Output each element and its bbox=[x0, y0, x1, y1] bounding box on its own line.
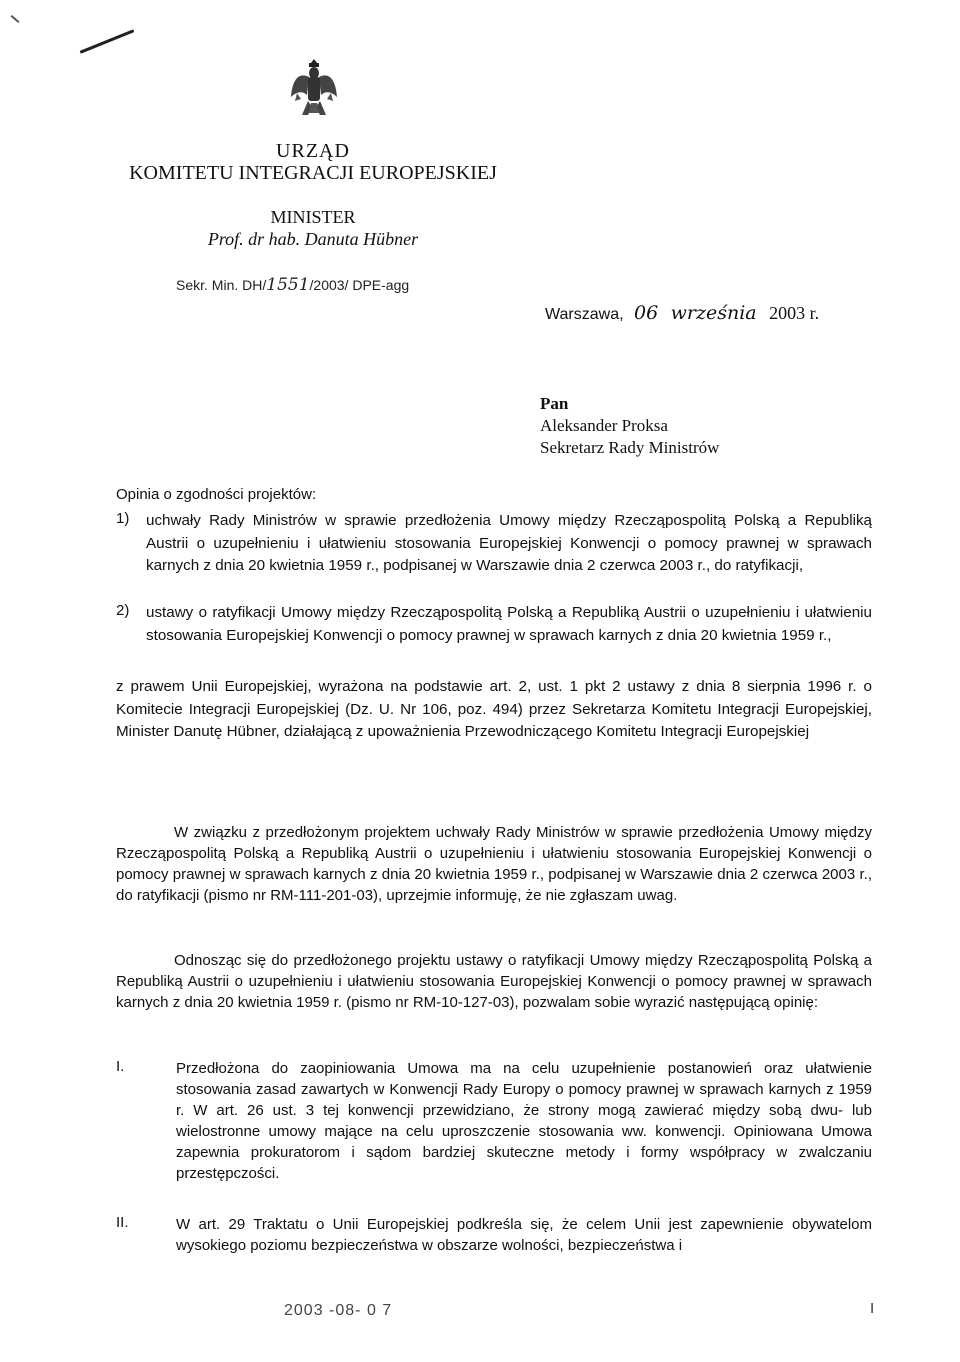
addressee-name: Aleksander Proksa bbox=[540, 416, 668, 435]
scan-mark bbox=[80, 29, 135, 54]
reference-prefix: Sekr. Min. DH/ bbox=[176, 277, 267, 293]
committee-name: KOMITETU INTEGRACJI EUROPEJSKIEJ bbox=[129, 162, 497, 184]
opinion-conclusion: z prawem Unii Europejskiej, wyrażona na podstawie art. 2, ust. 1 pkt 2 ustawy z dnia 8 sierpnia 1996 r. o Komitecie Integracji Europejskiej (Dz. U. Nr 106, poz. 494) przez Sekretarza Komitetu Integracji Europejskiej, Minister Danutę Hübner, działającą z upoważnienia Przewodniczącego Komitetu Integracji Europejskiej bbox=[116, 678, 872, 740]
point-2-number: II. bbox=[116, 1214, 129, 1231]
point-2-text: W art. 29 Traktatu o Unii Europejskiej podkreśla się, że celem Unii jest zapewnienie obywatelom wysokiego poziomu bezpieczeństwa w obszarze wolności, bezpieczeństwa i bbox=[176, 1216, 872, 1254]
page-mark: I bbox=[870, 1300, 875, 1317]
date-day-handwritten: 06 bbox=[633, 302, 659, 324]
opinion-item-2-number: 2) bbox=[116, 602, 130, 619]
body-paragraph-1: W związku z przedłożonym projektem uchwały Rady Ministrów w sprawie przedłożenia Umowy między Rzecząpospolitą Polską a Republiką Austrii o uzupełnieniu i ułatwieniu stosowania Europejskiej Konwencji o pomocy prawnej w sprawach karnych z dnia 20 kwietnia 1959 r., podpisanej w Warszawie dnia 2 czerwca 2003 r., do ratyfikacji (pismo nr RM-111-201-03), uprzejmie informuję, że nie zgłaszam uwag. bbox=[116, 824, 872, 904]
reference-number-handwritten: 1551 bbox=[266, 275, 310, 295]
minister-name: Prof. dr hab. Danuta Hübner bbox=[207, 229, 419, 249]
date-place: Warszawa, bbox=[545, 306, 624, 323]
addressee-position: Sekretarz Rady Ministrów bbox=[540, 438, 720, 457]
opinion-item-2-text: ustawy o ratyfikacji Umowy między Rzecząpospolitą Polską a Republiką Austrii o uzupełnieniu i ułatwieniu stosowania Europejskiej Konwencji o pomocy prawnej w sprawach karnych z dnia 20 kwietnia 1959 r., bbox=[146, 604, 872, 644]
point-1-text: Przedłożona do zaopiniowania Umowa ma na celu uzupełnienie postanowień oraz ułatwienie stosowania zasad zawartych w Konwencji Rady Europy o pomocy prawnej w sprawach karnych z 1959 r. W art. 26 ust. 3 tej konwencji przewidziano, że strony mogą zawierać między sobą dwu- lub wielostronne umowy mające na celu uproszczenie stosowania ww. konwencji. Opiniowana Umowa zapewnia prokuratorom i sądom bardziej skuteczne metody i formy współpracy w zwalczaniu przestępczości. bbox=[176, 1060, 872, 1182]
date-stamp: 2003 -08- 0 7 bbox=[284, 1302, 393, 1319]
opinion-heading: Opinia o zgodności projektów: bbox=[116, 486, 317, 503]
reference-line bbox=[176, 275, 409, 295]
scan-mark bbox=[11, 15, 20, 23]
office-name: URZĄD bbox=[276, 140, 350, 162]
date-line bbox=[545, 302, 819, 324]
addressee-salutation: Pan bbox=[540, 394, 569, 413]
eagle-emblem-icon bbox=[289, 55, 339, 125]
minister-title: MINISTER bbox=[270, 207, 356, 227]
opinion-item-1-number: 1) bbox=[116, 510, 130, 527]
body-paragraph-2: Odnosząc się do przedłożonego projektu ustawy o ratyfikacji Umowy między Rzecząpospolitą Polską a Republiką Austrii o uzupełnieniu i ułatwieniu stosowania Europejskiej Konwencji o pomocy prawnej w sprawach karnych z dnia 20 kwietnia 1959 r. (pismo nr RM-10-127-03), pozwalam sobie wyrazić następującą opinię: bbox=[116, 952, 872, 1011]
point-1-number: I. bbox=[116, 1058, 125, 1075]
reference-suffix: /2003/ DPE-agg bbox=[309, 277, 410, 293]
opinion-item-1-text: uchwały Rady Ministrów w sprawie przedłożenia Umowy między Rzecząpospolitą Polską a Republiką Austrii o uzupełnieniu i ułatwieniu stosowania Europejskiej Konwencji o pomocy prawnej w sprawach karnych z dnia 20 kwietnia 1959 r., podpisanej w Warszawie dnia 2 czerwca 2003 r., do ratyfikacji, bbox=[146, 512, 872, 574]
date-month-handwritten: września bbox=[670, 302, 757, 324]
date-year: 2003 r. bbox=[769, 303, 820, 323]
